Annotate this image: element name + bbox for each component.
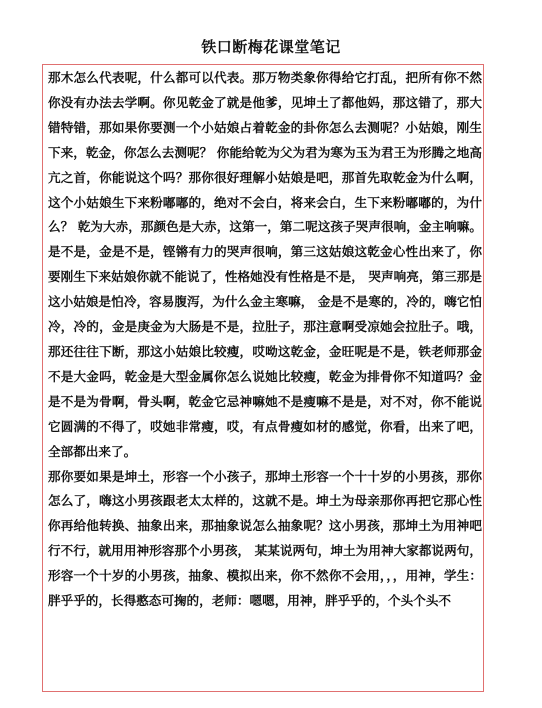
- document-title: 铁口断梅花课堂笔记: [201, 38, 341, 56]
- document-body: [48, 66, 482, 614]
- paragraph: 那你要如果是坤土，形容一个小孩子，那坤土形容一个十十岁的小男孩，那你怎么了，嗨这小男孩跟老太太样的，这就不是。坤土为母亲那你再把它那心性你再给他转换、抽象出来，那抽象说怎么抽象呢？这小男孩，那坤土为用神吧行不行，就用用神形容那个小男孩， 某某说两句，坤土为用神大家都说两句，形容一个十岁的小男孩，抽象、模拟出来，你不然你不会用，，，用神，学生：胖乎乎的，长得憨态可掬的，老师：嗯嗯，用神，胖乎乎的，个头个头不: [48, 468, 482, 609]
- paragraph: 那木怎么代表呢，什么都可以代表。那万物类象你得给它打乱，把所有你不然你没有办法去学啊。你见乾金了就是他爹，见坤土了都他妈，那这错了，那大错特错，那如果你要测一个小姑娘占着乾金的卦你怎么去测呢？小姑娘，刚生下来，乾金，你怎么去测呢？ 你能给乾为父为君为寒为玉为君王为形腾之地高亢之首，你能说这个吗？那你很好理解小姑娘是吧，那首先取乾金为什么啊，这个小姑娘生下来粉嘟嘟的，绝对不会白，将来会白，生下来粉嘟嘟的，为什么？ 乾为大赤，那颜色是大赤，这第一，第二呢这孩子哭声很响，金主响嘛。是不是，金是不是，铿锵有力的哭声很响，第三这姑娘这乾金心性出来了，你要刚生下来姑娘你就不能说了，性格她没有性格是不是， 哭声响亮，第三那是这小姑娘是怕冷，容易腹泻，为什么金主寒嘛， 金是不是寒的，冷的，嗨它怕冷，冷的，金是庚金为大肠是不是，拉肚子，那注意啊受凉她会拉肚子。哦，那还往往下断，那这小姑娘比较瘦，哎呦这乾金，金旺呢是不是，铁老师那金不是大金吗，乾金是大型金属你怎么说她比较瘦，乾金为排骨你不知道吗？金是不是为骨啊，骨头啊，乾金它忌神嘛她不是瘦嘛不是是，对不对，你不能说它圆满的不得了，哎她非常瘦，哎，有点骨瘦如材的感觉，你看，出来了吧，全部都出来了。: [48, 70, 482, 459]
